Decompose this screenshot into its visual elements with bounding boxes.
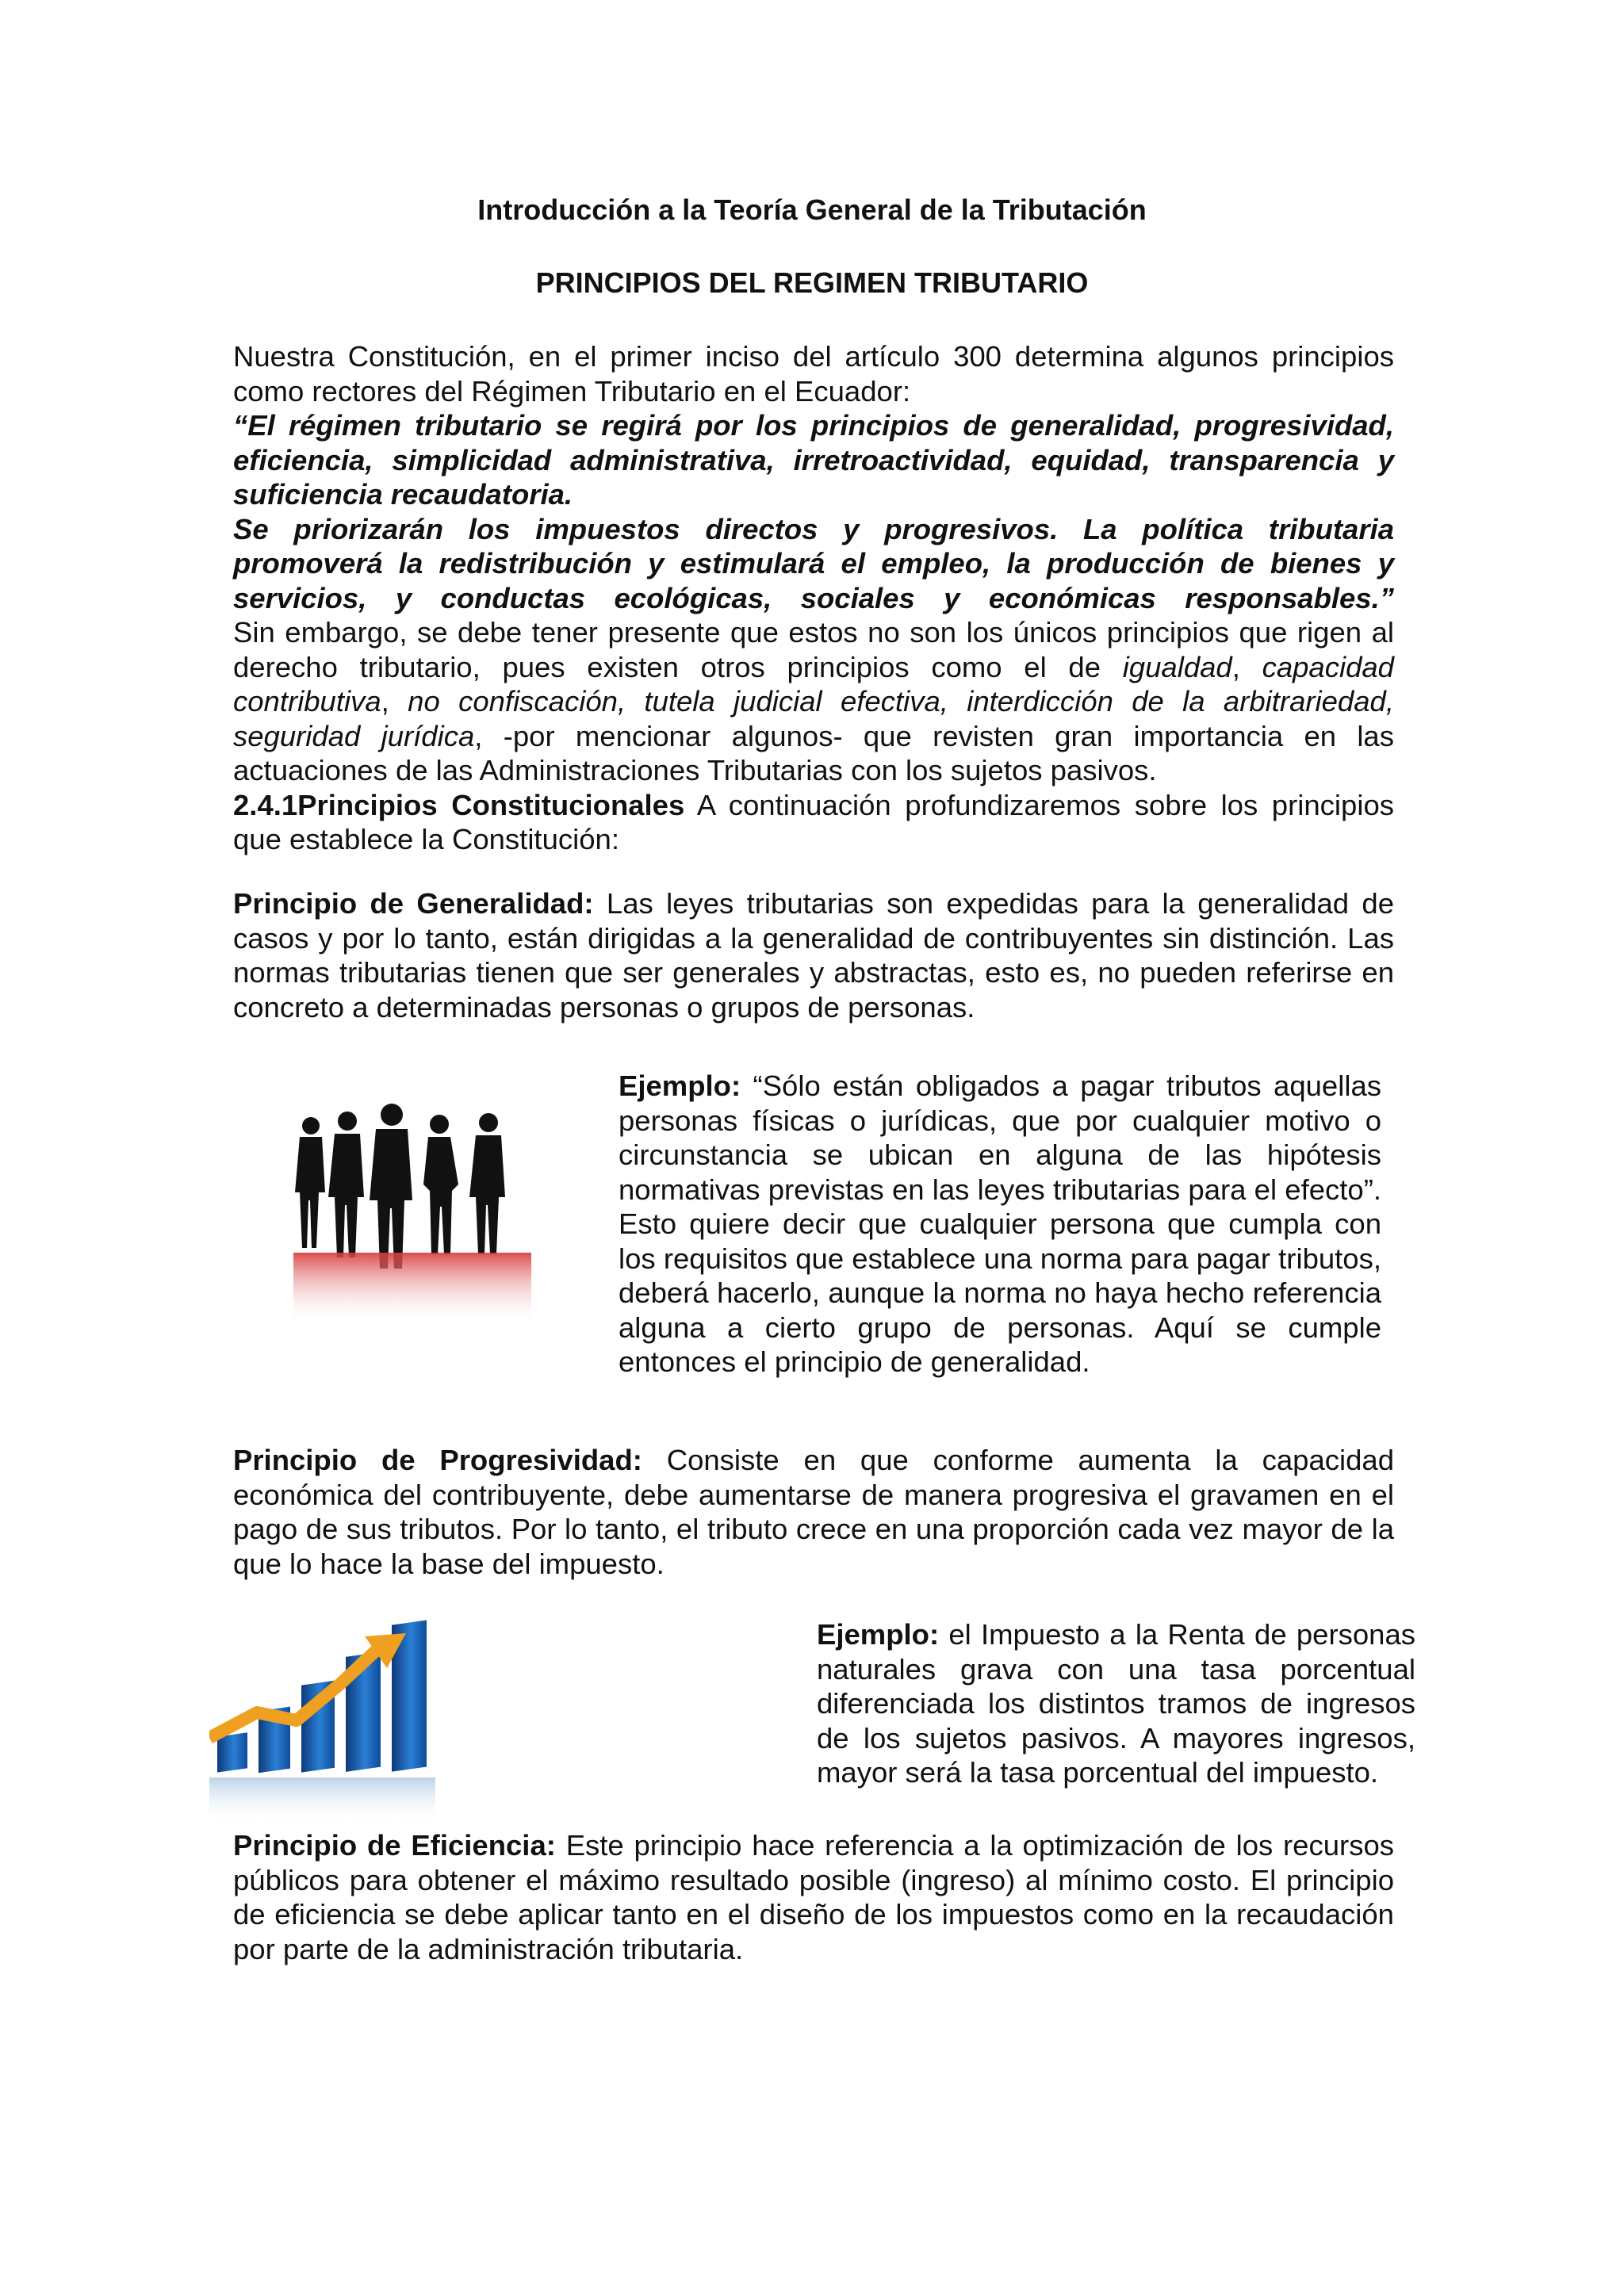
other-comma-1: , [1231, 650, 1262, 683]
document-subtitle: PRINCIPIOS DEL REGIMEN TRIBUTARIO [535, 266, 1089, 299]
people-silhouettes-image [293, 1094, 531, 1324]
eficiencia-label: Principio de Eficiencia: [233, 1829, 556, 1862]
section-paragraph [233, 788, 1394, 857]
progresividad-label: Principio de Progresividad: [233, 1444, 642, 1476]
growth-bar-chart-image [209, 1619, 435, 1823]
eficiencia-text: Este principio hace referencia a la optimización de los recursos públicos para obtener el máximo resultado posible (ingreso) al mínimo costo. El principio de eficiencia se debe aplicar tanto en el diseño de los impuestos como en la recaudación por parte de la administración tributaria. [233, 1829, 1394, 1965]
red-reflection [293, 1253, 531, 1324]
silhouette-person [423, 1115, 458, 1254]
progresividad-example [817, 1617, 1415, 1790]
intro-block [233, 339, 1394, 857]
eficiencia-paragraph [233, 1828, 1394, 1966]
constitution-quote-1: “El régimen tributario se regirá por los principios de generalidad, progresividad, eficiencia, simplicidad administrativa, irretroactividad, equidad, transparencia y suficiencia recaudatoria. [233, 409, 1394, 511]
progresividad-paragraph [233, 1443, 1394, 1581]
other-igualdad: igualdad [1122, 650, 1232, 683]
document-title: Introducción a la Teoría General de la Tributación [477, 193, 1147, 226]
generalidad-example-text: “Sólo están obligados a pagar tributos aquellas personas físicas o jurídicas, que por cualquier motivo o circunstancia se ubican en alguna de las hipótesis normativas previstas en las leyes tributarias para el efecto”. Esto quiere decir que cualquier persona que cumpla con los requisitos que establece una norma para pagar tributos, deberá hacerlo, aunque la norma no haya hecho referencia alguna a cierto grupo de personas. Aquí se cumple entonces el principio de generalidad. [619, 1070, 1381, 1378]
other-list: no confiscación, tutela judicial efectiva, interdicción de la arbitrariedad, seguridad jurídica [233, 685, 1394, 752]
other-post: , -por mencionar algunos- que revisten gran importancia en las actuaciones de las Administraciones Tributarias con los sujetos pasivos. [233, 719, 1394, 786]
other-capacidad: capacidad contributiva [233, 650, 1394, 718]
constitution-quote-2: Se priorizarán los impuestos directos y progresivos. La política tributaria promoverá la redistribución y estimulará el empleo, la producción de bienes y servicios, y conductas ecológicas, sociales y económicas responsables.” [233, 512, 1394, 614]
chart-reflection [209, 1777, 435, 1823]
progresividad-example-label: Ejemplo: [817, 1618, 940, 1651]
other-principles-paragraph [233, 615, 1394, 788]
silhouette-person [370, 1104, 412, 1269]
silhouette-person [328, 1112, 364, 1257]
generalidad-paragraph [233, 886, 1394, 1024]
intro-paragraph: Nuestra Constitución, en el primer inciso del artículo 300 determina algunos principios como rectores del Régimen Tributario en el Ecuador: [233, 340, 1394, 408]
chart-bar [217, 1732, 247, 1772]
other-comma-2: , [381, 685, 408, 718]
generalidad-label: Principio de Generalidad: [233, 887, 594, 920]
progresividad-text: Consiste en que conforme aumenta la capacidad económica del contribuyente, debe aumentarse de manera progresiva el gravamen en el pago de sus tributos. Por lo tanto, el tributo crece en una proporción cada vez mayor de la que lo hace la base del impuesto. [233, 1444, 1395, 1580]
generalidad-example [619, 1069, 1381, 1380]
silhouette-person [469, 1113, 505, 1254]
section-heading: 2.4.1Principios Constitucionales [233, 788, 685, 821]
progresividad-example-text: el Impuesto a la Renta de personas naturales grava con una tasa porcentual diferenciada los distintos tramos de ingresos de los sujetos pasivos. A mayores ingresos, mayor será la tasa porcentual del impuesto. [817, 1618, 1415, 1789]
silhouette-person [295, 1117, 325, 1248]
generalidad-text: Las leyes tributarias son expedidas para la generalidad de casos y por lo tanto, están dirigidas a la generalidad de contribuyentes sin distinción. Las normas tributarias tienen que ser generales y abstractas, esto es, no pueden referirse en concreto a determinadas personas o grupos de personas. [233, 887, 1395, 1024]
other-pre: Sin embargo, se debe tener presente que estos no son los únicos principios que rigen al derecho tributario, pues existen otros principios como el de [233, 616, 1394, 683]
section-text: A continuación profundizaremos sobre los principios que establece la Constitución: [233, 788, 1394, 855]
generalidad-example-label: Ejemplo: [619, 1070, 741, 1102]
